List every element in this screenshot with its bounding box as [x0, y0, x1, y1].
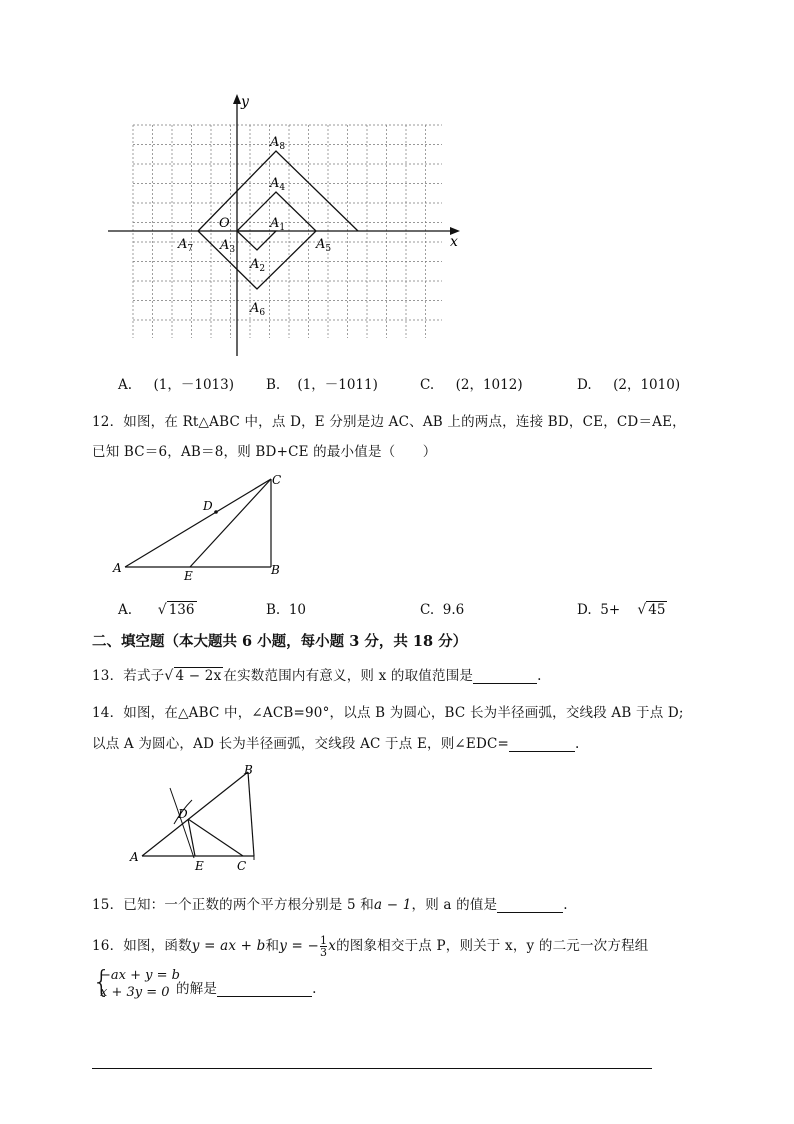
q12-option-b[interactable]: B. 10 — [266, 602, 306, 618]
q16-line1: 16．如图，函数y = ax + b和y = − $\frac{1}{3}$ x的图象相交于点 P，则关于 x，y 的二元一次方程组 — [92, 934, 649, 959]
point-label-a6: $A_6$ — [250, 301, 266, 318]
q11-option-a[interactable]: A. (1，－1013) — [118, 377, 234, 393]
point-label-a4: $A_4$ — [270, 176, 286, 193]
q12-text-line1: 12．如图，在 Rt△ABC 中，点 D，E 分别是边 AC、AB 上的两点，连接 BD，CE，CD＝AE， — [92, 414, 686, 430]
q14-label-d: D — [178, 807, 188, 821]
q13-radicand: 4 − 2x — [175, 668, 222, 684]
y-axis-label: y — [241, 94, 249, 110]
q14-triangle-figure — [120, 760, 270, 875]
q16-answer-blank[interactable] — [217, 982, 312, 997]
point-label-a7: $A_7$ — [178, 237, 194, 254]
q11-grid-figure — [100, 88, 480, 363]
footer-divider — [92, 1068, 652, 1069]
q16-fraction: $\frac{1}{3}$ — [320, 934, 328, 959]
q16-function-1: y = ax + b — [191, 938, 266, 954]
q12-text-line2: 已知 BC＝6，AB＝8，则 BD+CE 的最小值是（ ） — [92, 444, 437, 460]
q12-option-d[interactable]: D. 5+ √ 45 — [577, 602, 666, 618]
q11-option-c[interactable]: C. (2，1012) — [420, 377, 523, 393]
q14-label-a: A — [130, 850, 139, 864]
q14-text-line2: 以点 A 为圆心，AD 长为半径画弧，交线段 AC 于点 E，则∠EDC= . — [92, 736, 580, 752]
q15-line: 15．已知：一个正数的两个平方根分别是 5 和a − 1，则 a 的值是 . — [92, 897, 568, 913]
q14-label-c: C — [237, 859, 247, 873]
point-label-a2: $A_2$ — [250, 257, 266, 274]
q16-answer-line: 的解是 . — [176, 981, 317, 997]
x-axis-label: x — [450, 234, 458, 250]
q14-label-e: E — [195, 859, 204, 873]
q11-option-b[interactable]: B. (1，－1011) — [266, 377, 378, 393]
q12-option-c[interactable]: C. 9.6 — [420, 602, 465, 618]
q14-label-b: B — [244, 763, 253, 777]
point-label-a1: $A_1$ — [270, 216, 286, 233]
q14-answer-blank[interactable] — [509, 737, 575, 752]
q15-answer-blank[interactable] — [497, 898, 563, 913]
y-axis-arrow — [233, 94, 241, 104]
q12-option-a[interactable]: A. √ 136 — [118, 602, 195, 618]
section-heading: 二、填空题（本大题共 6 小题，每小题 3 分，共 18 分） — [92, 633, 468, 650]
q12-label-e: E — [184, 569, 193, 583]
point-label-a8: $A_8$ — [270, 135, 286, 152]
point-label-a5: $A_5$ — [316, 237, 332, 254]
q12-label-c: C — [272, 473, 282, 487]
q16-eq1: −ax + y = b — [100, 968, 180, 983]
q12-label-d: D — [203, 499, 213, 513]
q13-line: 13．若式子√ 4 − 2x 在实数范围内有意义，则 x 的取值范围是 . — [92, 668, 542, 684]
q12-triangle-figure — [105, 470, 305, 585]
q13-answer-blank[interactable] — [473, 669, 537, 684]
q11-option-d[interactable]: D. (2，1010) — [577, 377, 681, 393]
q16-brace: { — [92, 965, 112, 1000]
q15-expr: a − 1 — [373, 897, 412, 913]
q12-label-a: A — [113, 561, 122, 575]
origin-label: O — [219, 216, 230, 231]
q14-text-line1: 14．如图，在△ABC 中，∠ACB=90°，以点 B 为圆心，BC 长为半径画弧，交线段 AB 于点 D; — [92, 705, 684, 721]
q12-label-b: B — [271, 563, 280, 577]
q16-eq2: x + 3y = 0 — [100, 985, 170, 1000]
point-label-a3: $A_3$ — [220, 238, 236, 255]
